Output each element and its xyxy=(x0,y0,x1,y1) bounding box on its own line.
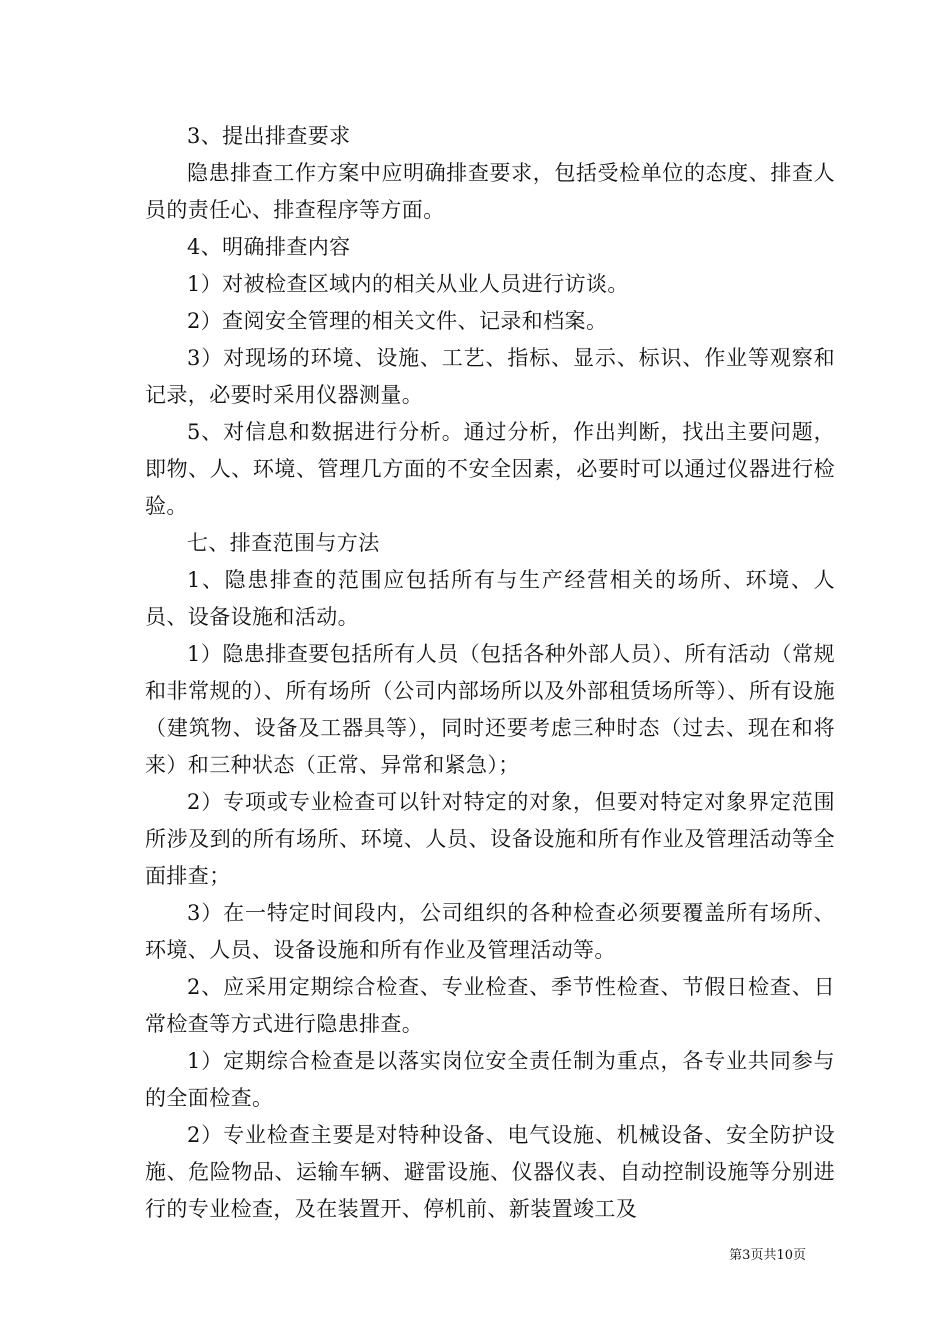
paragraph-methods: 2、应采用定期综合检查、专业检查、季节性检查、节假日检查、日常检查等方式进行隐患排查。 xyxy=(145,975,835,1036)
list-item-special-check: 2）专项或专业检查可以针对特定的对象，但要对特定对象界定范围所涉及到的所有场所、环境、人员、设备设施和所有作业及管理活动等全面排查； xyxy=(145,790,835,888)
paragraph-scope: 1、隐患排查的范围应包括所有与生产经营相关的场所、环境、人员、设备设施和活动。 xyxy=(145,568,835,629)
page-number-footer: 第3页共10页 xyxy=(729,1248,806,1263)
list-item-all-people: 1）隐患排查要包括所有人员（包括各种外部人员）、所有活动（常规和非常规的）、所有场所（公司内部场所以及外部租赁场所等）、所有设施（建筑物、设备及工器具等），同时还要考虑三种时态（过去、现在和将来）和三种状态（正常、异常和紧急）； xyxy=(145,642,835,777)
list-item-observation: 3）对现场的环境、设施、工艺、指标、显示、标识、作业等观察和记录，必要时采用仪器测量。 xyxy=(145,346,835,407)
list-item-professional-check: 2）专业检查主要是对特种设备、电气设施、机械设备、安全防护设施、危险物品、运输车辆、避雷设施、仪器仪表、自动控制设施等分别进行的专业检查，及在装置开、停机前、新装置竣工及 xyxy=(145,1123,835,1221)
heading-3-requirements: 3、提出排查要求 xyxy=(187,124,351,148)
section-heading-scope-methods: 七、排查范围与方法 xyxy=(187,531,380,555)
paragraph-analysis: 5、对信息和数据进行分析。通过分析，作出判断，找出主要问题，即物、人、环境、管理几方面的不安全因素，必要时可以通过仪器进行检验。 xyxy=(145,420,835,518)
document-body xyxy=(145,118,835,1228)
heading-4-content: 4、明确排查内容 xyxy=(187,235,351,259)
list-item-documents: 2）查阅安全管理的相关文件、记录和档案。 xyxy=(187,309,608,333)
list-item-periodic-check: 1）定期综合检查是以落实岗位安全责任制为重点，各专业共同参与的全面检查。 xyxy=(145,1049,835,1110)
list-item-interview: 1）对被检查区域内的相关从业人员进行访谈。 xyxy=(187,272,629,296)
list-item-time-period: 3）在一特定时间段内，公司组织的各种检查必须要覆盖所有场所、环境、人员、设备设施和所有作业及管理活动等。 xyxy=(145,901,835,962)
paragraph-requirements: 隐患排查工作方案中应明确排查要求，包括受检单位的态度、排查人员的责任心、排查程序等方面。 xyxy=(145,161,835,222)
